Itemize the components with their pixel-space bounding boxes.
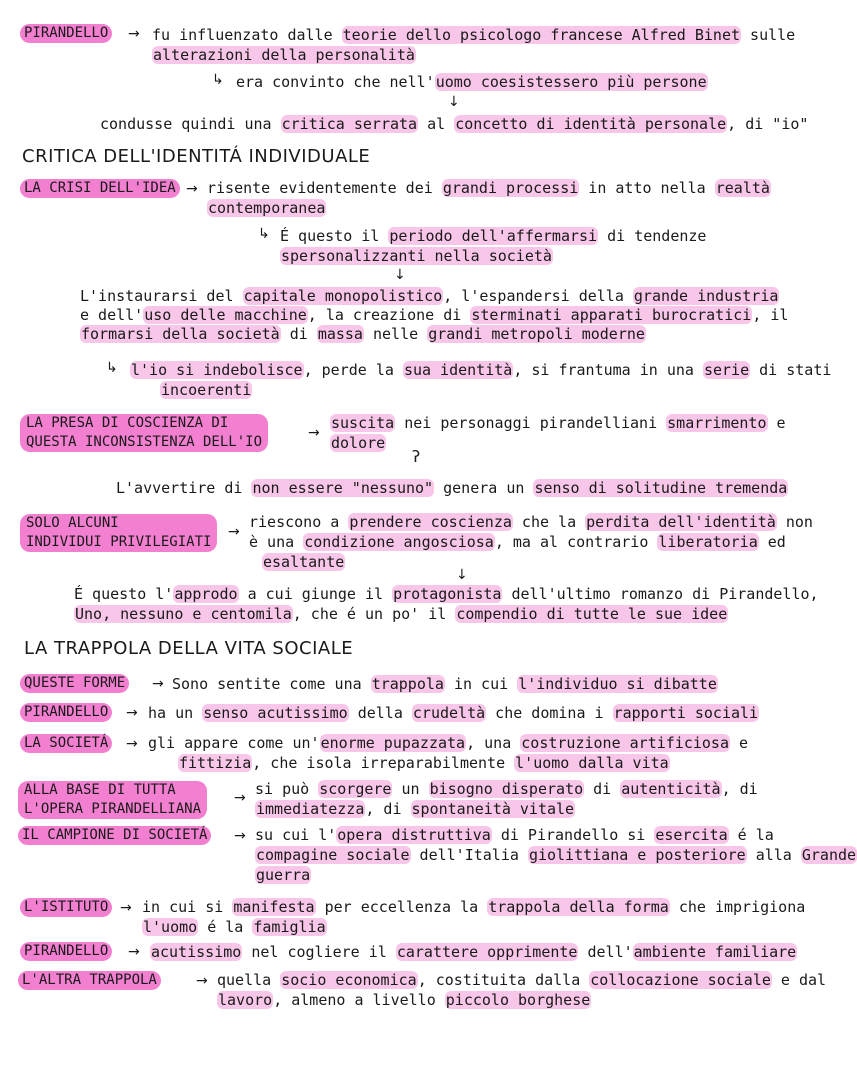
altra-line-1: quella socio economica, costituita dalla collocazione sociale e dal [217, 971, 827, 989]
arrow-hook-icon: ↳ [106, 360, 118, 376]
societa-line-2: fittizia, che isola irreparabilmente l'uomo dalla vita [179, 754, 669, 772]
arrow-right-icon: → [126, 736, 138, 752]
label-queste-forme: QUESTE FORME [20, 674, 129, 693]
label-pirandello-3: PIRANDELLO [20, 942, 112, 961]
label-istituto: L'ISTITUTO [20, 898, 112, 917]
periodo-line-1: É questo il periodo dell'affermarsi di tendenze [280, 227, 707, 245]
presa-line-1: suscita nei personaggi pirandelliani smarrimento e [331, 414, 786, 432]
crisi-line-2: contemporanea [208, 199, 326, 217]
arrow-right-icon: → [186, 181, 198, 197]
section-title-critica: CRITICA DELL'IDENTITÁ INDIVIDUALE [22, 146, 371, 167]
pirandello-line: ha un senso acutissimo della crudeltà che domina i rapporti sociali [148, 704, 759, 722]
campione-line-2: compagine sociale dell'Italia giolittiana e posteriore alla Grande [256, 846, 857, 864]
instaurarsi-line-2: e dell'uso delle macchine, la creazione di sterminati apparati burocratici, il [80, 306, 789, 324]
arrow-hook-icon: ↳ [258, 226, 270, 242]
label-pirandello-2: PIRANDELLO [20, 703, 112, 722]
label-alla-base: ALLA BASE DI TUTTA L'OPERA PIRANDELLIANA [18, 781, 207, 819]
arrow-right-icon: → [128, 26, 140, 42]
crisi-line-1: risente evidentemente dei grandi processi in atto nella realtà [207, 179, 770, 197]
arrow-hook-icon: ↳ [212, 72, 224, 88]
intro-line-1: fu influenzato dalle teorie dello psicologo francese Alfred Binet sulle [152, 26, 796, 44]
arrow-right-icon: → [152, 676, 164, 692]
arrow-right-icon: → [234, 790, 246, 806]
intro-line-2: alterazioni della personalità [153, 46, 415, 64]
label-crisi-idea: LA CRISI DELL'IDEA [20, 179, 180, 198]
solo-line-3: esaltante [263, 553, 345, 571]
arrow-right-icon: → [128, 944, 140, 960]
io-line-2: incoerenti [161, 381, 252, 399]
istituto-line-1: in cui si manifesta per eccellenza la trappola della forma che imprigiona [142, 898, 806, 916]
arrow-down-icon: ↓ [394, 267, 406, 283]
label-presa-coscienza: LA PRESA DI COSCIENZA DI QUESTA INCONSISTENZA DELL'IO [20, 414, 268, 452]
arrow-right-icon: → [308, 425, 320, 441]
arrow-right-icon: → [196, 973, 208, 989]
pirandello-2-line: acutissimo nel cogliere il carattere opprimente dell'ambiente familiare [151, 943, 797, 961]
istituto-line-2: l'uomo é la famiglia [143, 918, 326, 936]
arrow-down-icon: ↓ [448, 94, 460, 110]
io-line-1: l'io si indebolisce, perde la sua identità, si frantuma in una serie di stati [131, 361, 832, 379]
campione-line-3: guerra [256, 866, 311, 884]
solo-line-2: è una condizione angosciosa, ma al contrario liberatoria ed [249, 533, 786, 551]
avvertire-line: L'avvertire di non essere "nessuno" genera un senso di solitudine tremenda [116, 479, 788, 497]
arrow-down-icon: ↓ [456, 567, 468, 583]
base-line-1: si può scorgere un bisogno disperato di autenticità, di [255, 780, 758, 798]
presa-line-2: dolore [331, 434, 386, 452]
periodo-line-2: spersonalizzanti nella società [281, 247, 552, 265]
label-altra-trappola: L'ALTRA TRAPPOLA [18, 971, 161, 990]
label-societa: LA SOCIETÁ [20, 734, 112, 753]
instaurarsi-line-3: formarsi della società di massa nelle grandi metropoli moderne [81, 325, 645, 343]
label-pirandello: PIRANDELLO [20, 24, 112, 43]
squiggle-arrow-icon: ʔ [412, 447, 421, 466]
arrow-right-icon: → [120, 900, 132, 916]
approdo-line-2: Uno, nessuno e centomila, che é un po' il compendio di tutte le sue idee [75, 605, 728, 623]
altra-line-2: lavoro, almeno a livello piccolo borghese [218, 991, 591, 1009]
label-solo-alcuni: SOLO ALCUNI INDIVIDUI PRIVILEGIATI [20, 514, 217, 552]
label-campione-societa: IL CAMPIONE DI SOCIETÁ [18, 826, 211, 845]
arrow-right-icon: → [228, 524, 240, 540]
instaurarsi-line-1: L'instaurarsi del capitale monopolistico, l'espandersi della grande industria [80, 287, 779, 305]
section-title-trappola: LA TRAPPOLA DELLA VITA SOCIALE [24, 638, 354, 659]
forme-line: Sono sentite come una trappola in cui l'individuo si dibatte [172, 675, 717, 693]
arrow-right-icon: → [126, 705, 138, 721]
approdo-line-1: É questo l'approdo a cui giunge il protagonista dell'ultimo romanzo di Pirandello, [74, 585, 819, 603]
societa-line-1: gli appare come un'enorme pupazzata, una costruzione artificiosa e [148, 734, 749, 752]
base-line-2: immediatezza, di spontaneità vitale [256, 800, 575, 818]
solo-line-1: riescono a prendere coscienza che la perdita dell'identità non [249, 513, 813, 531]
campione-line-1: su cui l'opera distruttiva di Pirandello si esercita é la [255, 826, 774, 844]
intro-line-4: condusse quindi una critica serrata al concetto di identità personale, di "io" [100, 115, 809, 133]
arrow-right-icon: → [234, 828, 246, 844]
intro-line-3: era convinto che nell'uomo coesistessero più persone [236, 73, 707, 91]
